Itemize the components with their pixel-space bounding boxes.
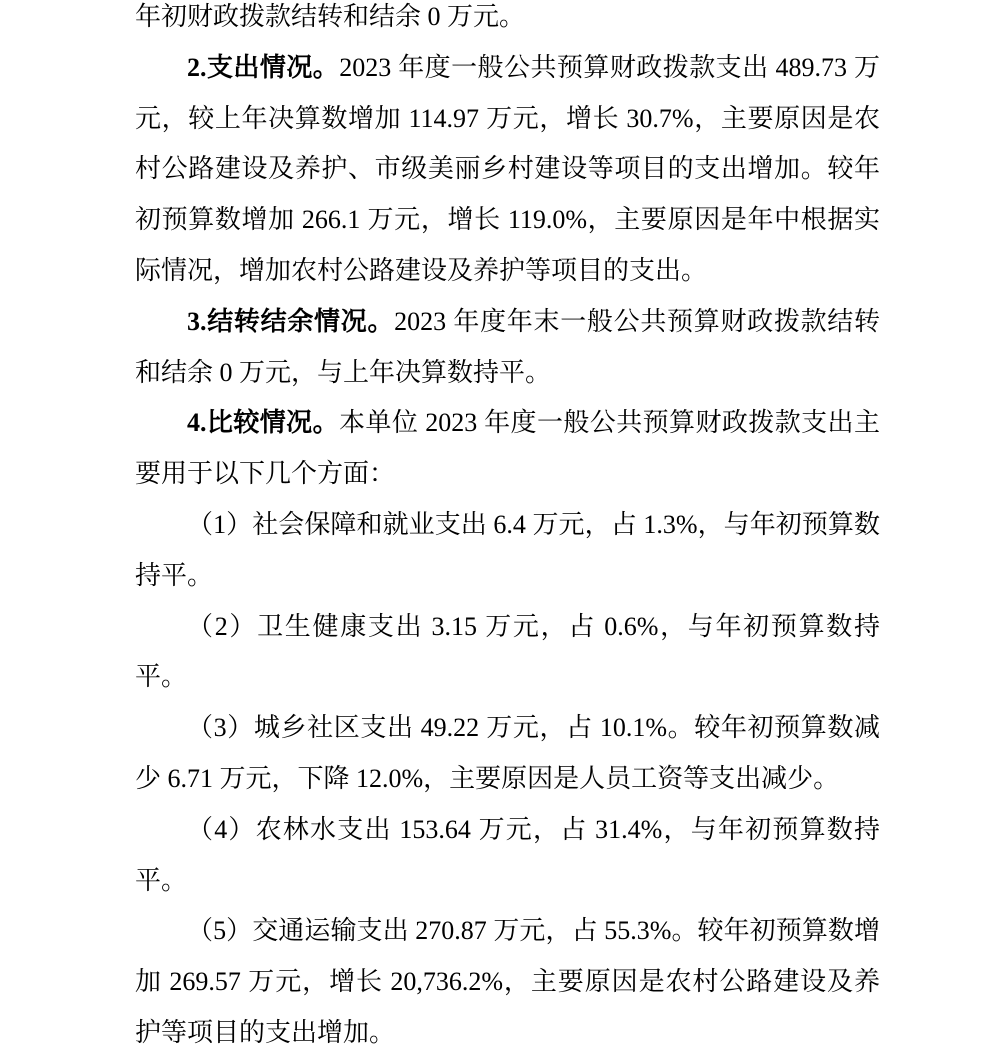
- list-item-health: （2）卫生健康支出 3.15 万元，占 0.6%，与年初预算数持平。: [135, 611, 880, 692]
- paragraph-heading: 4.比较情况。: [187, 408, 340, 438]
- carryover-balance-paragraph: [135, 297, 880, 399]
- document-body: [135, 0, 880, 1059]
- paragraph-text: 本单位 2023 年度一般公共预算财政拨款支出主要用于以下几个方面：: [135, 408, 880, 489]
- list-item-transport: （5）交通运输支出 270.87 万元，占 55.3%。较年初预算数增加 269.57 万元，增长 20,736.2%，主要原因是农村公路建设及养护等项目的支出增加。: [135, 916, 880, 1047]
- paragraph-heading: 3.结转结余情况。: [187, 306, 395, 336]
- paragraph-text: 2023 年度一般公共预算财政拨款支出 489.73 万元，较上年决算数增加 114.97 万元，增长 30.7%，主要原因是农村公路建设及养护、市级美丽乡村建设等项目的支出增加。较年初预算数增加 266.1 万元，增长 119.0%，主要原因是年中根据实际情况，增加农村公路建设及养护等项目的支出。: [135, 52, 880, 285]
- carryover-paragraph: [135, 0, 880, 43]
- list-item-social-security: （1）社会保障和就业支出 6.4 万元，占 1.3%，与年初预算数持平。: [135, 509, 880, 590]
- expenditure-paragraph: [135, 43, 880, 297]
- paragraph-text: 2023 年度年末一般公共预算财政拨款结转和结余 0 万元，与上年决算数持平。: [135, 306, 880, 387]
- paragraph-text: 年初财政拨款结转和结余 0 万元。: [135, 2, 526, 31]
- comparison-paragraph: [135, 398, 880, 500]
- list-item-agriculture: （4）农林水支出 153.64 万元，占 31.4%，与年初预算数持平。: [135, 814, 880, 895]
- paragraph-heading: 2.支出情况。: [187, 52, 340, 82]
- list-item-urban-rural: （3）城乡社区支出 49.22 万元，占 10.1%。较年初预算数减少 6.71 万元，下降 12.0%，主要原因是人员工资等支出减少。: [135, 713, 880, 793]
